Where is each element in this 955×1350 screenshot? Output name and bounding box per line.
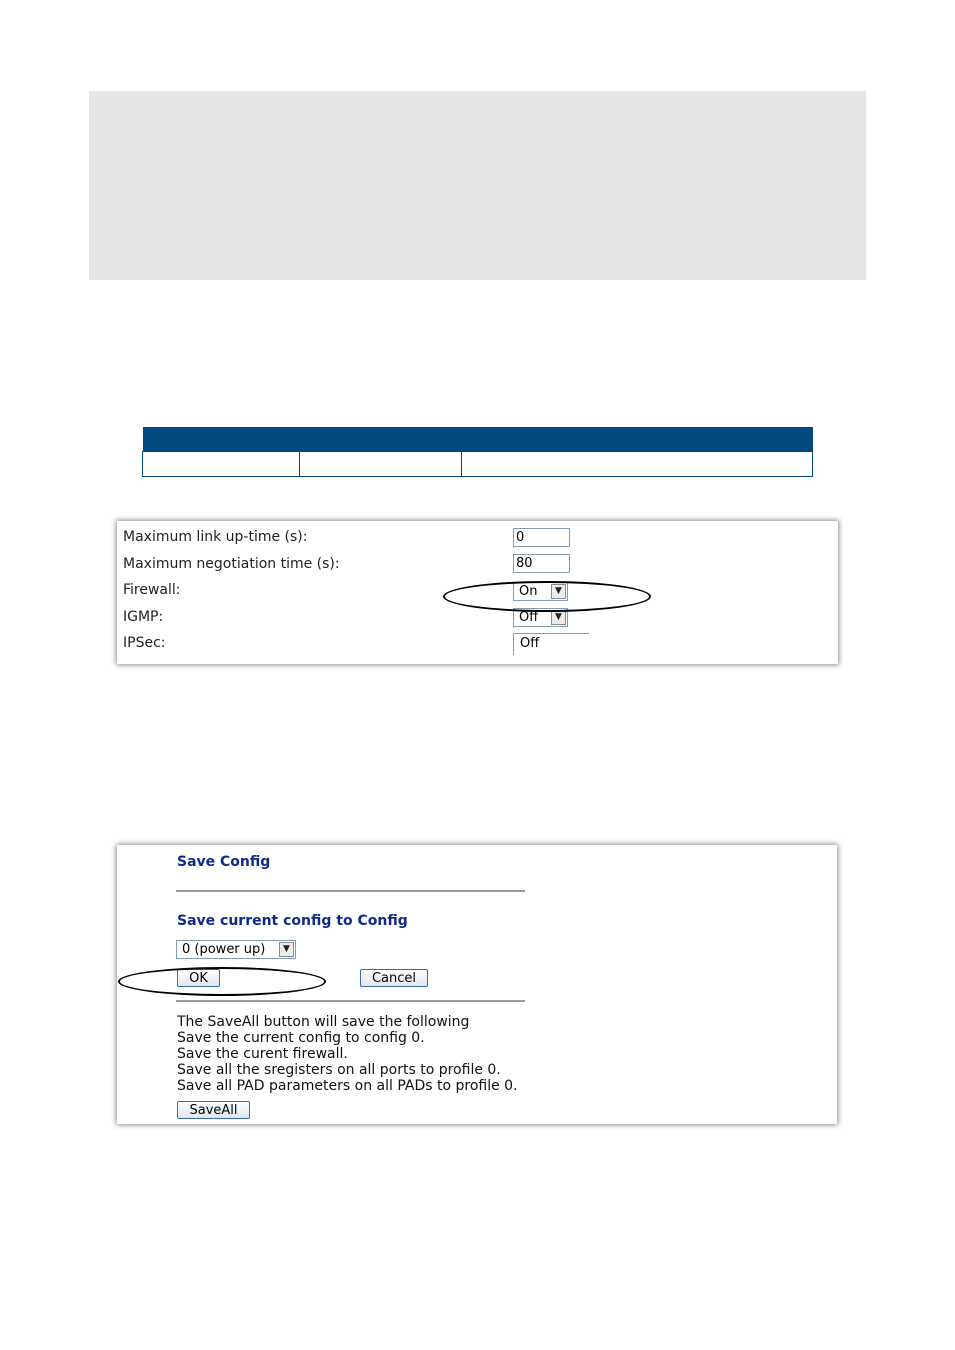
max-negotiation-time-input[interactable]: 80 — [513, 554, 570, 573]
highlight-ellipse — [443, 581, 651, 612]
note-box — [89, 91, 866, 280]
igmp-label: IGMP: — [123, 609, 164, 625]
info-line: The SaveAll button will save the following — [177, 1014, 470, 1030]
config-select[interactable] — [176, 940, 296, 959]
save-config-subtitle: Save current config to Config — [177, 913, 408, 929]
divider — [176, 1000, 525, 1002]
table-header-cell — [462, 427, 813, 452]
save-config-title: Save Config — [177, 854, 271, 870]
info-line: Save all PAD parameters on all PADs to profile 0. — [177, 1078, 518, 1094]
divider — [176, 890, 525, 892]
table-cell — [300, 452, 462, 477]
saveall-button[interactable]: SaveAll — [177, 1101, 250, 1119]
spec-table — [142, 427, 813, 477]
table-header-cell — [300, 427, 462, 452]
info-line: Save the current config to config 0. — [177, 1030, 425, 1046]
table-cell — [143, 452, 300, 477]
table-header-cell — [143, 427, 300, 452]
info-line: Save the curent firewall. — [177, 1046, 348, 1062]
saveall-description — [177, 1014, 518, 1094]
max-link-uptime-input[interactable]: 0 — [513, 528, 570, 547]
chevron-down-icon[interactable]: ▼ — [551, 610, 566, 625]
table-cell — [462, 452, 813, 477]
config-select-value: 0 (power up) — [182, 942, 266, 957]
settings-form-screenshot — [117, 521, 838, 664]
chevron-down-icon[interactable]: ▼ — [279, 942, 294, 957]
max-negotiation-time-label: Maximum negotiation time (s): — [123, 556, 340, 572]
highlight-ellipse — [118, 967, 326, 996]
ipsec-value: Off — [513, 633, 589, 655]
firewall-value: On — [519, 584, 538, 599]
table-row — [143, 452, 813, 477]
ok-button[interactable]: OK — [177, 969, 220, 987]
firewall-label: Firewall: — [123, 582, 181, 598]
ipsec-label: IPSec: — [123, 635, 166, 651]
igmp-value: Off — [519, 610, 539, 625]
save-config-screenshot — [117, 845, 837, 1124]
cancel-button[interactable]: Cancel — [360, 969, 428, 987]
chevron-down-icon[interactable]: ▼ — [551, 584, 566, 599]
max-link-uptime-label: Maximum link up-time (s): — [123, 529, 308, 545]
info-line: Save all the sregisters on all ports to profile 0. — [177, 1062, 501, 1078]
table-header-row — [143, 427, 813, 452]
